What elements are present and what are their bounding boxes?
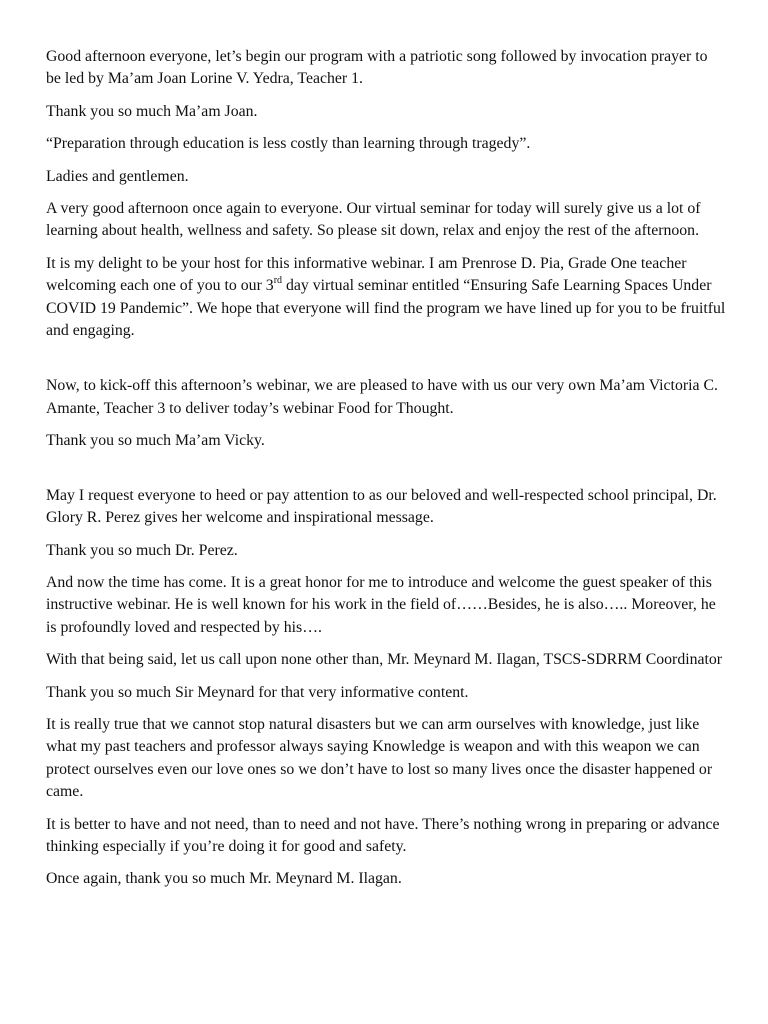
paragraph-reflection: It is really true that we cannot stop natural disasters but we can arm ourselves with knowledge, just like what my past teachers and professor always saying Knowledge is weapon and with this weapon we can protect ourselves even our love ones so we don’t have to lost so many lives once the disaster happened or came. — [46, 715, 713, 801]
paragraph-principal-request: May I request everyone to heed or pay attention to as our beloved and well-respected school principal, Dr. Glory R. Perez gives her welcome and inspirational message. — [46, 486, 717, 527]
host-intro-after: day virtual seminar entitled “Ensuring Safe Learning Spaces Under COVID 19 Pandemic”. We hope that everyone will find the program we have lined up for you to be fruitful and engaging. — [46, 277, 726, 340]
paragraph-thanks-vicky: Thank you so much Ma’am Vicky. — [46, 432, 265, 450]
host-intro-before: It is my delight to be your host for this informative webinar. I am Prenrose D. Pia, Grade One teacher welcoming each one of you to our 3 — [46, 254, 687, 295]
paragraph-thanks-perez: Thank you so much Dr. Perez. — [46, 541, 238, 559]
paragraph-greeting: A very good afternoon once again to everyone. Our virtual seminar for today will surely give us a lot of learning about health, wellness and safety. So please sit down, relax and enjoy the rest of the afternoon. — [46, 200, 701, 240]
paragraph-host-intro — [46, 253, 726, 343]
paragraph-preparedness: It is better to have and not need, than to need and not have. There’s nothing wrong in preparing or advance thinking especially if you’re doing it for good and safety. — [46, 815, 720, 855]
paragraph-kickoff: Now, to kick-off this afternoon’s webinar, we are pleased to have with us our very own Ma’am Victoria C. Amante, Teacher 3 to deliver today’s webinar Food for Thought. — [46, 377, 718, 417]
host-intro-superscript: rd — [273, 274, 283, 286]
paragraph-thanks-joan: Thank you so much Ma’am Joan. — [46, 102, 258, 120]
paragraph-call-speaker: With that being said, let us call upon none other than, Mr. Meynard M. Ilagan, TSCS-SDRRM Coordinator — [46, 651, 723, 669]
paragraph-ladies-gentlemen: Ladies and gentlemen. — [46, 167, 189, 185]
paragraph-closing-thanks: Once again, thank you so much Mr. Meynard M. Ilagan. — [46, 870, 402, 888]
paragraph-thanks-meynard: Thank you so much Sir Meynard for that very informative content. — [46, 683, 469, 701]
paragraph-guest-intro: And now the time has come. It is a great honor for me to introduce and welcome the guest speaker of this instructive webinar. He is well known for his work in the field of……Besides, he is also….. Moreover, he is profoundly loved and respected by his…. — [46, 573, 716, 636]
paragraph-quote: “Preparation through education is less costly than learning through tragedy”. — [46, 135, 531, 153]
document-page — [46, 46, 726, 901]
paragraph-opening: Good afternoon everyone, let’s begin our program with a patriotic song followed by invocation prayer to be led by Ma’am Joan Lorine V. Yedra, Teacher 1. — [46, 48, 708, 88]
